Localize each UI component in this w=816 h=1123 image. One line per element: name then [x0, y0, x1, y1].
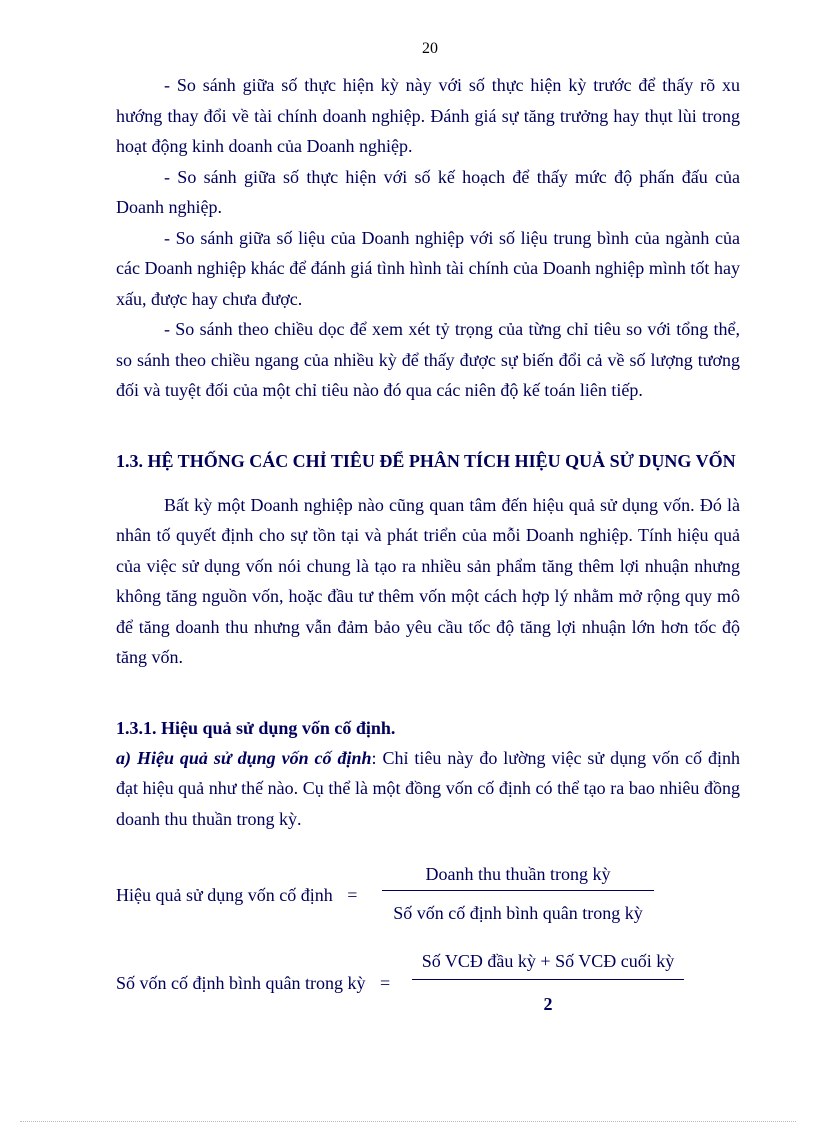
formula-2-fraction-bar: [412, 979, 684, 980]
formula-1-equals: =: [347, 885, 358, 905]
document-body: [116, 70, 740, 834]
section-paragraph: Bất kỳ một Doanh nghiệp nào cũng quan tâm đến hiệu quả sử dụng vốn. Đó là nhân tố quyết định cho sự tồn tại và phát triển của mỗi Doanh nghiệp. Tính hiệu quả của việc sử dụng vốn nói chung là tạo ra nhiều sản phẩm tăng thêm lợi nhuận nhưng không tăng nguồn vốn, hoặc đầu tư thêm vốn một cách hợp lý nhằm mở rộng quy mô để tăng doanh thu nhưng vẫn đảm bảo yêu cầu tốc độ tăng lợi nhuận lớn hơn tốc độ tăng vốn.: [116, 494, 740, 667]
item-a-label: a) Hiệu quả sử dụng vốn cố định: [116, 747, 372, 768]
bullet-paragraph-4: - So sánh theo chiều dọc để xem xét tỷ trọng của từng chỉ tiêu so với tổng thể, so sánh theo chiều ngang của nhiều kỳ để thấy được sự biến đổi cả về số lượng tương đối và tuyệt đối của một chỉ tiêu nào đó qua các niên độ kế toán liên tiếp.: [116, 319, 740, 400]
bullet-paragraph-1: - So sánh giữa số thực hiện kỳ này với số thực hiện kỳ trước để thấy rõ xu hướng thay đổi về tài chính doanh nghiệp. Đánh giá sự tăng trưởng hay thụt lùi trong hoạt động kinh doanh của Doanh nghiệp.: [116, 75, 740, 156]
item-a-paragraph: [116, 743, 740, 835]
bullet-paragraph-3: - So sánh giữa số liệu của Doanh nghiệp với số liệu trung bình của ngành của các Doanh nghiệp khác để đánh giá tình hình tài chính của Doanh nghiệp mình tốt hay xấu, được hay chưa được.: [116, 227, 740, 309]
formula-1-fraction-bar: [382, 890, 654, 891]
formula-1-denominator: Số vốn cố định bình quân trong kỳ: [393, 903, 643, 923]
formula-1-numerator: Doanh thu thuần trong kỳ: [425, 864, 611, 884]
page-bottom-rule: [20, 1121, 796, 1122]
formula-1-lhs: Hiệu quả sử dụng vốn cố định =: [116, 885, 358, 905]
formula-2-equals: =: [380, 973, 391, 993]
formula-2-denominator: 2: [543, 994, 553, 1014]
section-heading: 1.3. HỆ THỐNG CÁC CHỈ TIÊU ĐỂ PHÂN TÍCH HIỆU QUẢ SỬ DỤNG VỐN: [116, 450, 736, 471]
formula-2-numerator: Số VCĐ đầu kỳ + Số VCĐ cuối kỳ: [421, 951, 675, 971]
bullet-paragraph-2: - So sánh giữa số thực hiện với số kế hoạch để thấy mức độ phấn đấu của Doanh nghiệp.: [116, 166, 740, 217]
page-number: 20: [422, 40, 438, 57]
formula-2-fraction: [412, 951, 684, 1015]
subsection-heading: 1.3.1. Hiệu quả sử dụng vốn cố định.: [116, 717, 396, 738]
formula-2-lhs: Số vốn cố định bình quân trong kỳ =: [116, 973, 391, 993]
formula-1-fraction: [382, 864, 654, 924]
item-a-text: : Chỉ tiêu này đo lường việc sử dụng vốn cố định đạt hiệu quả như thế nào. Cụ thể là một đồng vốn cố định có thể tạo ra bao nhiêu đồng doanh thu thuần trong kỳ.: [116, 747, 740, 829]
